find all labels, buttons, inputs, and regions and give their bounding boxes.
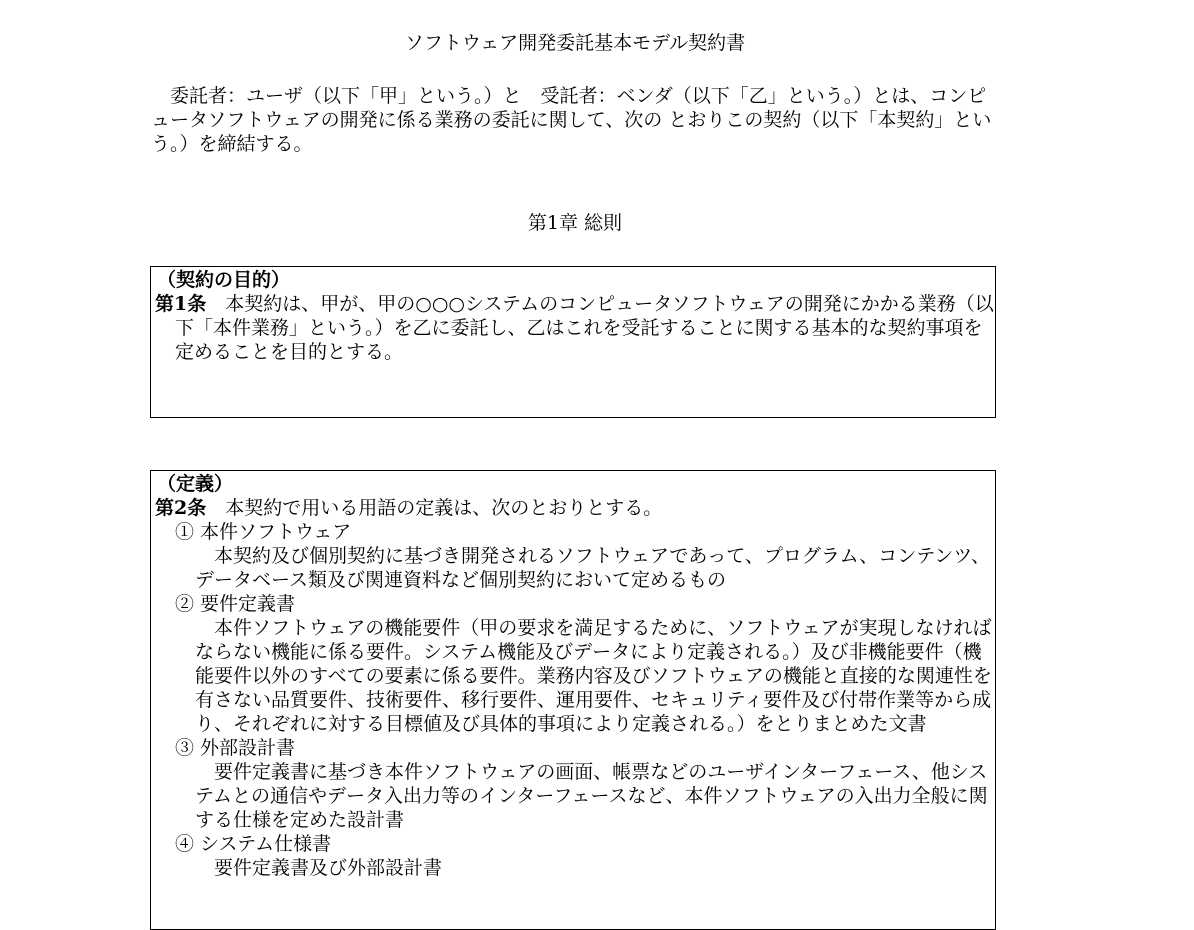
definition-description: 本契約及び個別契約に基づき開発されるソフトウェアであって、プログラム、コンテンツ、データベース類及び関連資料など個別契約において定めるもの — [195, 545, 990, 591]
article-2-box — [150, 470, 996, 930]
article-number: 第1条 — [155, 293, 207, 315]
definition-description: 本件ソフトウェアの機能要件（甲の要求を満足するために、ソフトウェアが実現しなければならない機能に係る要件。システム機能及びデータにより定義される。）及び非機能要件（機能要件以外のすべての要素に係る要件。業務内容及びソフトウェアの機能と直接的な関連性を有さない品質要件、技術要件、移行要件、運用要件、セキュリティ要件及び付帯作業等から成り、それぞれに対する目標値及び具体的事項により定義される。）をとりまとめた文書 — [195, 617, 992, 735]
document-title: ソフトウェア開発委託基本モデル契約書 — [404, 32, 746, 54]
article-heading: （契約の目的） — [157, 269, 291, 291]
article-text: 本契約で用いる用語の定義は、次のとおりとする。 — [225, 497, 663, 519]
preamble-paragraph: 委託者：ユーザ（以下「甲」という。）と 受託者：ベンダ（以下「乙」という。）とは、コンピュータソフトウェアの開発に係る業務の委託に関して、次の とおりこの契約（以下「本契約」という。）を締結する。 — [151, 85, 992, 155]
article-body — [155, 292, 995, 364]
article-body — [155, 496, 995, 520]
article-heading: （定義） — [157, 473, 234, 495]
article-number: 第2条 — [155, 497, 207, 519]
definition-description: 要件定義書に基づき本件ソフトウェアの画面、帳票などのユーザインターフェース、他システムとの通信やデータ入出力等のインターフェースなど、本件ソフトウェアの入出力全般に関する仕様を定めた設計書 — [195, 761, 988, 831]
definition-item — [175, 832, 995, 880]
definition-item — [175, 592, 995, 736]
definition-term: ① 本件ソフトウェア — [175, 521, 352, 543]
chapter-title: 第1章 総則 — [527, 212, 623, 234]
definition-description: 要件定義書及び外部設計書 — [214, 857, 443, 879]
definition-term: ③ 外部設計書 — [175, 737, 296, 759]
article-text: 本契約は、甲が、甲の○○○システムのコンピュータソフトウェアの開発にかかる業務（以下「本件業務」という。）を乙に委託し、乙はこれを受託することに関する基本的な契約事項を定めることを目的とする。 — [175, 293, 994, 363]
definition-term: ④ システム仕様書 — [175, 833, 332, 855]
definition-term: ② 要件定義書 — [175, 593, 296, 615]
article-1-box — [150, 266, 996, 418]
definition-item — [175, 520, 995, 592]
definition-item — [175, 736, 995, 832]
